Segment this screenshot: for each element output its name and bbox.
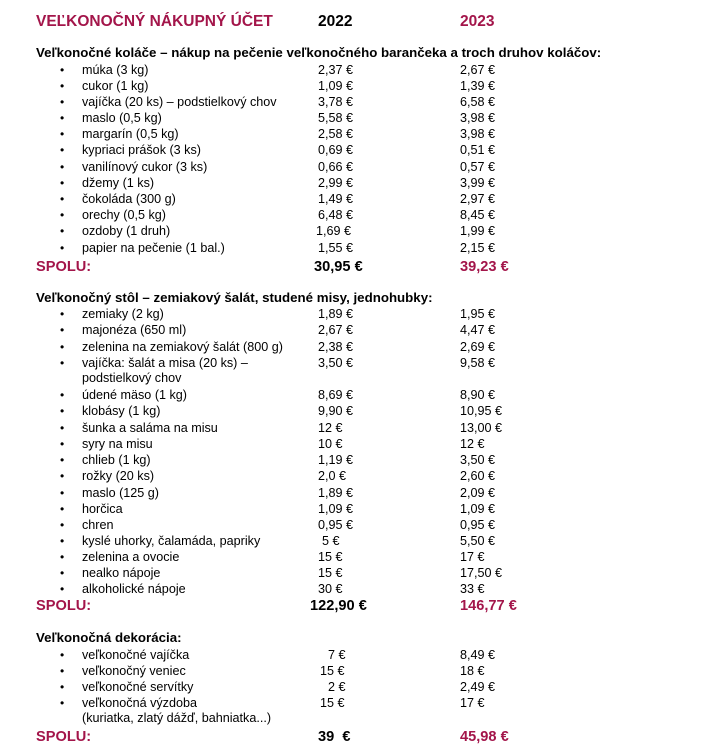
total-2023-cakes: 39,23 € — [460, 259, 509, 275]
bullet-icon: • — [60, 469, 65, 483]
bullet-icon: • — [60, 502, 65, 516]
year-2023-heading: 2023 — [460, 13, 495, 30]
bullet-icon: • — [60, 566, 65, 580]
bullet-icon: • — [60, 437, 65, 451]
total-2023-decoration: 45,98 € — [460, 729, 509, 745]
bullet-icon: • — [60, 192, 65, 206]
bullet-icon: • — [60, 664, 65, 678]
bullet-icon: • — [60, 582, 65, 596]
page: VEĽKONOČNÝ NÁKUPNÝ ÚČET 2022 2023 Veľkonočné koláče – nákup na pečenie veľkonočného barančeka a troch druhov koláčov: • múka (3 kg) 2,37 € 2,67 € • cukor (1 kg) 1,09 € 1,39 € • vajíčka (20 ks) – podstielkový chov 3,78 € 6,58 € • maslo (0,5 kg) 5,58 € 3,98 € • margarín (0,5 kg) 2,58 € 3,98 € • kypriaci prášok (3 ks) 0,69 € 0,51 € • vanilínový cukor (3 ks) 0,66 € 0,57 € • džemy (1 ks) 2,99 € 3,99 € • čokoláda (300 g) 1,49 € 2,97 € • orechy (0,5 kg) 6,48 € 8,45 € • ozdoby (1 druh) 1,69 € 1,99 € • papier na pečenie (1 bal.) 1,55 € 2,15 € SPOLU: 30,95 € 39,23 € Veľkonočný stôl – zemiakový šalát, studené misy, jednohubky: • zemiaky (2 kg) 1,89 € 1,95 € • majonéza (650 ml) 2,67 € 4,47 € • zelenina na zemiakový šalát (800 g) 2,38 € 2,69 € • vajíčka: šalát a misa (20 ks) – 3,50 € 9,58 € podstielkový chov • údené mäso (1 kg) 8,69 € 8,90 € • klobásy (1 kg) 9,90 € 10,95 € • šunka a saláma na misu 12 € 13,00 € • syry na misu 10 € 12 € • chlieb (1 kg) 1,19 € 3,50 € • rožky (20 ks) 2,0 € 2,60 € • maslo (125 g) 1,89 € 2,09 € • horčica 1,09 € 1,09 € • chren 0,95 € 0,95 € • kyslé uhorky, čalamáda, papriky 5 € 5,50 € • zelenina a ovocie 15 € 17 € • nealko nápoje 15 € 17,50 € • alkoholické nápoje 30 € 33 € SPOLU: 122,90 € 146,77 € Veľkonočná dekorácia: • veľkonočné vajíčka 7 € 8,49 € • veľkonočný veniec 15 € 18 € • veľkonočné servítky 2 € 2,49 € • veľkonočná výzdoba 15 € 17 € (kuriatka, zlatý dážď, bahniatka...) SPOLU: 39 € 45,98 € — [36, 13, 602, 745]
bullet-icon: • — [60, 356, 65, 370]
bullet-icon: • — [60, 323, 65, 337]
total-2022-decoration: 39 € — [318, 729, 351, 745]
bullet-icon: • — [60, 95, 65, 109]
total-2022-table: 122,90 € — [310, 598, 367, 614]
bullet-icon: • — [60, 176, 65, 190]
bullet-icon: • — [60, 143, 65, 157]
bullet-icon: • — [60, 550, 65, 564]
bullet-icon: • — [60, 79, 65, 93]
bullet-icon: • — [60, 340, 65, 354]
section-title-cakes: Veľkonočné koláče – nákup na pečenie veľkonočného barančeka a troch druhov koláčov: — [36, 45, 602, 60]
bullet-icon: • — [60, 648, 65, 662]
bullet-icon: • — [60, 63, 65, 77]
bullet-icon: • — [60, 534, 65, 548]
total-label-cakes: SPOLU: — [36, 259, 92, 275]
bullet-icon: • — [60, 421, 65, 435]
bullet-icon: • — [60, 453, 65, 467]
document-title: VEĽKONOČNÝ NÁKUPNÝ ÚČET — [36, 13, 273, 30]
bullet-icon: • — [60, 241, 65, 255]
bullet-icon: • — [60, 518, 65, 532]
bullet-icon: • — [60, 680, 65, 694]
year-2022-heading: 2022 — [318, 13, 353, 30]
bullet-icon: • — [60, 307, 65, 321]
total-label-decoration: SPOLU: — [36, 729, 92, 745]
bullet-icon: • — [60, 696, 65, 710]
bullet-icon: • — [60, 127, 65, 141]
bullet-icon: • — [60, 486, 65, 500]
bullet-icon: • — [60, 111, 65, 125]
total-2022-cakes: 30,95 € — [314, 259, 363, 275]
total-label-table: SPOLU: — [36, 598, 92, 614]
total-2023-table: 146,77 € — [460, 598, 517, 614]
bullet-icon: • — [60, 224, 65, 238]
bullet-icon: • — [60, 404, 65, 418]
bullet-icon: • — [60, 388, 65, 402]
section-title-decoration: Veľkonočná dekorácia: — [36, 630, 182, 645]
bullet-icon: • — [60, 208, 65, 222]
bullet-icon: • — [60, 160, 65, 174]
section-title-table: Veľkonočný stôl – zemiakový šalát, studené misy, jednohubky: — [36, 290, 433, 305]
